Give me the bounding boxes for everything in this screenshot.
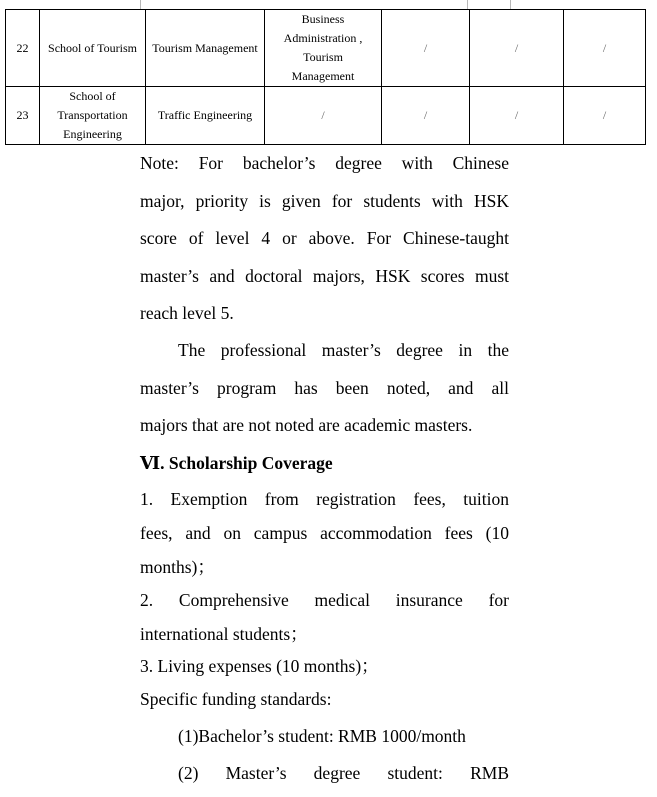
text-line: score of level 4 or above. For Chinese-taught (140, 228, 509, 248)
table-row (6, 87, 646, 145)
empty-cell: / (470, 87, 564, 145)
note-paragraph (140, 145, 509, 333)
section-numeral: Ⅵ. (140, 453, 165, 473)
empty-cell: / (470, 10, 564, 87)
empty-cell: / (564, 10, 646, 87)
disciplines-cell (265, 10, 382, 87)
table-row (6, 10, 646, 87)
professional-paragraph (140, 332, 509, 445)
cell-line: Engineering (63, 127, 122, 141)
text-line: fees, and on campus accommodation fees (10 (140, 523, 509, 543)
cell-line: Tourism (303, 50, 343, 64)
section-title: Scholarship Coverage (168, 453, 333, 473)
empty-cell: / (564, 87, 646, 145)
empty-cell: / (382, 87, 470, 145)
empty-cell: / (265, 87, 382, 145)
text-line: international students； (140, 624, 308, 644)
text-line: 1. Exemption from registration fees, tuition (140, 489, 509, 509)
text-line: Note: For bachelor’s degree with Chinese (140, 153, 509, 173)
text-line: 2. Comprehensive medical insurance for (140, 590, 509, 610)
text-line: master’s program has been noted, and all (140, 377, 509, 398)
school-cell (40, 87, 146, 145)
cell-line: Management (291, 69, 355, 83)
major-cell: Traffic Engineering (146, 87, 265, 145)
text-line: master’s and doctoral majors, HSK scores must (140, 265, 509, 286)
coverage-item-2 (140, 583, 509, 651)
funding-bachelor: (1)Bachelor’s student: RMB 1000/month (178, 726, 466, 746)
cell-line: School of (69, 89, 116, 103)
cell-line: Business (301, 12, 345, 26)
text-line: 3. Living expenses (10 months)； (140, 656, 379, 676)
row-number: 22 (6, 10, 40, 87)
funding-standards (178, 718, 509, 792)
majors-table (5, 9, 646, 145)
empty-cell: / (382, 10, 470, 87)
text-line: Specific funding standards: (140, 689, 332, 709)
coverage-item-1 (140, 482, 509, 584)
coverage-item-3 (140, 650, 509, 716)
funding-master: (2) Master’s degree student: RMB (178, 763, 509, 783)
text-line: reach level 5. (140, 303, 234, 323)
text-line: major, priority is given for students with HSK (140, 190, 509, 211)
school-cell: School of Tourism (40, 10, 146, 87)
text-line: The professional master’s degree in the (178, 340, 509, 360)
row-number: 23 (6, 87, 40, 145)
cell-line: Administration , (283, 31, 363, 45)
major-cell: Tourism Management (146, 10, 265, 87)
cell-line: Transportation (57, 108, 128, 122)
text-line: majors that are not noted are academic masters. (140, 415, 473, 435)
text-line: months)； (140, 557, 215, 577)
section-heading (140, 453, 333, 474)
